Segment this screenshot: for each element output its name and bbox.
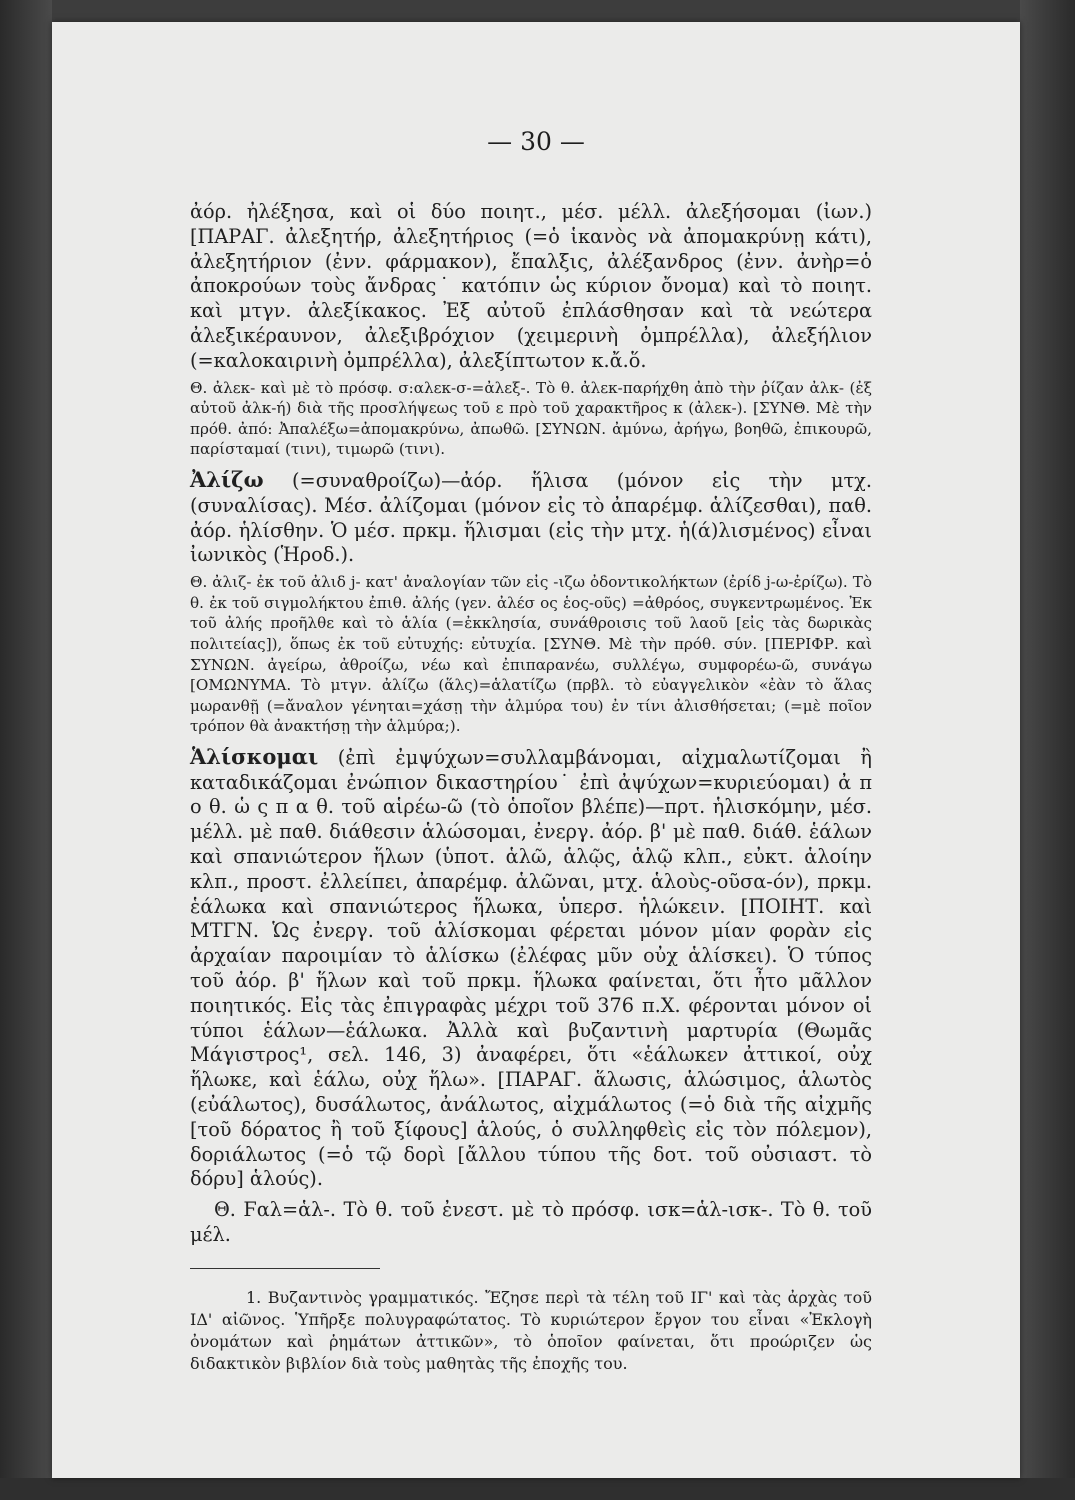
- scan-border-left: [0, 0, 52, 1500]
- headword-alizo: Ἀλίζω: [190, 466, 264, 492]
- page-number: — 30 —: [487, 127, 585, 156]
- entry-alexo-etymology: Θ. ἀλεκ- καὶ μὲ τὸ πρόσφ. σ:αλεκ-σ-=ἀλεξ-. Τὸ θ. ἀλεκ-παρήχθη ἀπὸ τὴν ῥίζαν ἀλκ- (ἐξ αὐτοῦ ἀλκ-ή) διὰ τῆς προσλήψεως τοῦ ε πρὸ τοῦ χαρακτῆρος κ (ἀλεκ-). [ΣΥΝΘ. Μὲ τὴν πρόθ. ἀπό: Ἀπαλέξω=ἀπομακρύνω, ἀπωθῶ. [ΣΥΝΩΝ. ἀμύνω, ἀρήγω, βοηθῶ, ἐπικουρῶ, παρίσταμαί (τινι), τιμωρῶ (τινι).: [190, 378, 872, 459]
- book-page: [52, 22, 1020, 1478]
- entry-alexo-continuation: ἀόρ. ἠλέξησα, καὶ οἱ δύο ποιητ., μέσ. μέλλ. ἀλεξήσομαι (ἰων.) [ΠΑΡΑΓ. ἀλεξητήρ, ἀλεξητήριος (=ὁ ἱκανὸς νὰ ἀπομακρύνῃ κάτι), ἀλεξητήριον (ἐνν. φάρμακον), ἔπαλξις, ἀλέξανδρος (ἐνν. ἀνὴρ=ὁ ἀποκρούων τοὺς ἄνδρας˙ κατόπιν ὡς κύριον ὄνομα) καὶ τὸ ποιητ. καὶ μτγν. ἀλεξίκακος. Ἐξ αὐτοῦ ἐπλάσθησαν καὶ τὰ νεώτερα ἀλεξικέραυνον, ἀλεξιβρόχιον (χειμερινὴ ὀμπρέλλα), ἀλεξήλιον (=καλοκαιρινὴ ὀμπρέλλα), ἀλεξίπτωτον κ.ἄ.ὅ.: [190, 200, 872, 372]
- entry-aliskomai-text: (ἐπὶ ἐμψύχων=συλλαμβάνομαι, αἰχμαλωτίζομαι ἢ καταδικάζομαι ἐνώπιον δικαστηρίου˙ ἐπὶ ἀψύχων=κυριεύομαι) ἀ π ο θ. ὡ ς π α θ. τοῦ αἱρέω-ῶ (τὸ ὁποῖον βλέπε)—πρτ. ἡλισκόμην, μέσ. μέλλ. μὲ παθ. διάθεσιν ἁλώσομαι, ἐνεργ. ἀόρ. β' μὲ παθ. διάθ. ἑάλων καὶ σπανιώτερον ἥλων (ὑποτ. ἁλῶ, ἁλῷς, ἁλῷ κλπ., εὐκτ. ἁλοίην κλπ., προστ. ἐλλείπει, ἀπαρέμφ. ἁλῶναι, μτχ. ἁλοὺς-οῦσα-όν), πρκμ. ἑάλωκα καὶ σπανιώτερος ἥλωκα, ὑπερσ. ἡλώκειν. [ΠΟΙΗΤ. καὶ ΜΤΓΝ. Ὡς ἐνεργ. τοῦ ἁλίσκομαι φέρεται μόνον μίαν φορὰν εἰς ἀρχαίαν παροιμίαν τὸ ἁλίσκω (ἐλέφας μῦν οὐχ ἁλίσκει). Ὁ τύπος τοῦ ἀόρ. β' ἥλων καὶ τοῦ πρκμ. ἥλωκα φαίνεται, ὅτι ἦτο μᾶλλον ποιητικός. Εἰς τὰς ἐπιγραφὰς μέχρι τοῦ 376 π.Χ. φέρονται μόνον οἱ τύποι ἑάλων—ἑάλωκα. Ἀλλὰ καὶ βυζαντινὴ μαρτυρία (Θωμᾶς Μάγιστρος¹, σελ. 146, 3) ἀναφέρει, ὅτι «ἑάλωκεν ἀττικοί, οὐχ ἥλωκε, καὶ ἑάλω, οὐχ ἥλω». [ΠΑΡΑΓ. ἅλωσις, ἁλώσιμος, ἁλωτὸς (εὐάλωτος), δυσάλωτος, ἀνάλωτος, αἰχμάλωτος (=ὁ διὰ τῆς αἰχμῆς [τοῦ δόρατος ἢ τοῦ ξίφους] ἁλούς, ὁ συλληφθεὶς εἰς τὸν πόλεμον), δοριάλωτος (=ὁ τῷ δορὶ [ἄλλου τύπου τῆς δοτ. τοῦ οὐσιαστ. τὸ δόρυ] ἁλούς).: [190, 745, 872, 1191]
- page-text: [190, 200, 872, 1375]
- entry-alizo: [190, 468, 872, 568]
- headword-aliskomai: Ἁλίσκομαι: [190, 743, 319, 769]
- scan-border-right: [1020, 0, 1075, 1500]
- entry-alizo-etymology: Θ. ἀλιζ- ἐκ τοῦ ἀλιδ j- κατ' ἀναλογίαν τῶν εἰς -ιζω ὀδοντικολήκτων (ἐρίδ j-ω-ἐρίζω). Τὸ θ. ἐκ τοῦ σιγμολήκτου ἐπιθ. ἀλής (γεν. ἀλέσ ος ἑος-οῦς) =ἀθρόος, συγκεντρωμένος. Ἐκ τοῦ ἀλής προῆλθε καὶ τὸ ἁλία (=ἐκκλησία, συνάθροισις τοῦ λαοῦ [εἰς τὰς δωρικὰς πολιτείας]), ὅπως ἐκ τοῦ εὐτυχής: εὐτυχία. [ΣΥΝΘ. Μὲ τὴν πρόθ. σύν. [ΠΕΡΙΦΡ. καὶ ΣΥΝΩΝ. ἀγείρω, ἀθροίζω, νέω καὶ ἐπιπαρανέω, συλλέγω, συμφορέω-ῶ, συνάγω [ΟΜΩΝΥΜΑ. Τὸ μτγν. ἀλίζω (ἅλς)=ἁλατίζω (πρβλ. τὸ εὐαγγελικὸν «ἐὰν τὸ ἅλας μωρανθῇ (=ἄναλον γένηται=χάσῃ τὴν ἁλμύρα του) ἐν τίνι ἀλισθήσεται; (=μὲ ποῖον τρόπον θὰ ἀνακτήσῃ τὴν ἁλμύρα;).: [190, 573, 872, 736]
- footnote: 1. Βυζαντινὸς γραμματικός. Ἔζησε περὶ τὰ τέλη τοῦ ΙΓ' καὶ τὰς ἀρχὰς τοῦ ΙΔ' αἰῶνος. Ὑπῆρξε πολυγραφώτατος. Τὸ κυριώτερον ἔργον του εἶναι «Ἐκλογὴ ὀνομάτων καὶ ῥημάτων ἀττικῶν», τὸ ὁποῖον φαίνεται, ὅτι προώριζεν ὡς διδακτικὸν βιβλίον διὰ τοὺς μαθητὰς τῆς ἐποχῆς του.: [190, 1287, 872, 1373]
- entry-aliskomai: [190, 745, 872, 1192]
- scan-border-bottom: [0, 1478, 1075, 1500]
- footnote-divider: [190, 1268, 380, 1269]
- entry-alizo-text: (=συναθροίζω)—ἀόρ. ἥλισα (μόνον εἰς τὴν μτχ. (συναλίσας). Μέσ. ἀλίζομαι (μόνον εἰς τὸ ἀπαρέμφ. ἁλίζεσθαι), παθ. ἀόρ. ἡλίσθην. Ὁ μέσ. πρκμ. ἥλισμαι (εἰς τὴν μτχ. ἡ(ά)λισμένος) εἶναι ἰωνικὸς (Ἡροδ.).: [190, 468, 872, 567]
- entry-aliskomai-stem: Θ. Ϝαλ=ἁλ-. Τὸ θ. τοῦ ἐνεστ. μὲ τὸ πρόσφ. ισκ=ἁλ-ισκ-. Τὸ θ. τοῦ μέλ.: [190, 1198, 872, 1247]
